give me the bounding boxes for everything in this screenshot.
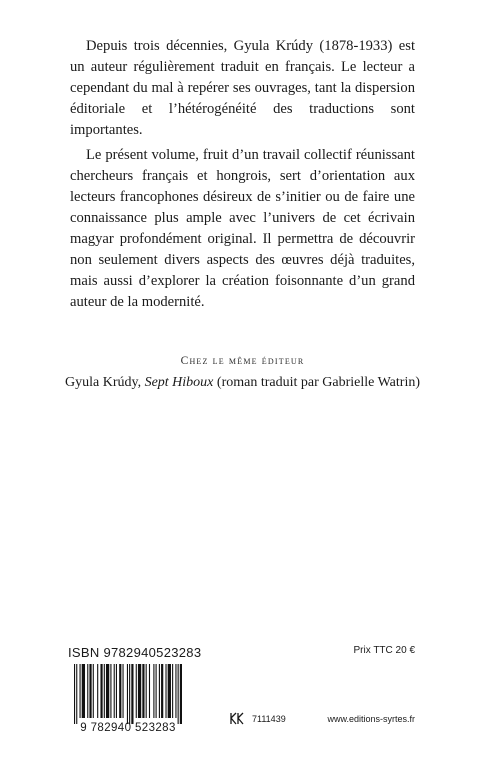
barcode-bar [172, 664, 173, 718]
barcode-bar [80, 664, 81, 718]
same-publisher-section [0, 355, 485, 391]
barcode-bar [87, 664, 88, 718]
barcode-bar [100, 664, 102, 718]
barcode-bar [159, 664, 160, 718]
barcode-bar [142, 664, 144, 718]
publisher-website: www.editions-syrtes.fr [327, 714, 415, 724]
barcode-bar [178, 664, 179, 724]
printer-logo-icon [229, 712, 245, 726]
barcode-bar [122, 664, 123, 718]
barcode-bar [138, 664, 141, 718]
barcode-bar [175, 664, 176, 718]
barcode-bar [89, 664, 91, 718]
barcode-bar [116, 664, 117, 718]
isbn-label: ISBN 9782940523283 [68, 645, 202, 660]
barcode-bar [136, 664, 137, 718]
barcode-bar [165, 664, 166, 718]
barcode-bar [127, 664, 128, 724]
barcode-bar [180, 664, 182, 724]
printer-code: 7111439 [252, 714, 286, 724]
barcode-bar [149, 664, 150, 718]
barcode-bar [114, 664, 115, 718]
entry-author: Gyula Krúdy, [65, 375, 145, 390]
barcode-bar [129, 664, 130, 724]
barcode-bar [161, 664, 163, 718]
entry-title: Sept Hiboux [144, 375, 214, 390]
barcode-bar [106, 664, 109, 718]
same-publisher-heading: Chez le même éditeur [180, 355, 305, 367]
barcode-bars [74, 664, 182, 724]
barcode-bar [97, 664, 98, 718]
barcode-bar [146, 664, 147, 718]
barcode-bar [76, 664, 77, 724]
barcode [68, 664, 188, 734]
barcode-bar [93, 664, 94, 718]
same-publisher-entry [0, 375, 485, 391]
barcode-bar [104, 664, 105, 718]
barcode-bar [168, 664, 171, 718]
blurb-paragraph-2: Le présent volume, fruit d’un travail collectif réunissant chercheurs français et hongrois, sert d’orientation aux lecteurs francophones désireux de s’initier ou de faire une connaissance plus ample avec l’univers de cet écrivain magyar profondément original. Il permettra de découvrir non seulement divers aspects des œuvres déjà traduites, mais aussi d’explorer la création foisonnante d’un grand auteur de la modernité. [70, 147, 415, 310]
price-label: Prix TTC 20 € [353, 645, 415, 656]
barcode-bar [74, 664, 75, 724]
barcode-bar [156, 664, 157, 718]
barcode-bar [82, 664, 85, 718]
blurb-paragraph-1: Depuis trois décennies, Gyula Krúdy (1878-1933) est un auteur régulièrement traduit en français. Le lecteur a cependant du mal à repérer ses ouvrages, tant la dispersion éditoriale et l’hétérogénéité des traductions sont importantes. [70, 38, 415, 138]
back-cover-blurb [70, 36, 415, 313]
barcode-bar [153, 664, 154, 718]
entry-note: (roman traduit par Gabrielle Watrin) [213, 375, 420, 390]
barcode-bar [110, 664, 111, 718]
barcode-bar [131, 664, 133, 724]
barcode-digits: 9 782940 523283 [80, 722, 176, 734]
barcode-bar [119, 664, 121, 718]
